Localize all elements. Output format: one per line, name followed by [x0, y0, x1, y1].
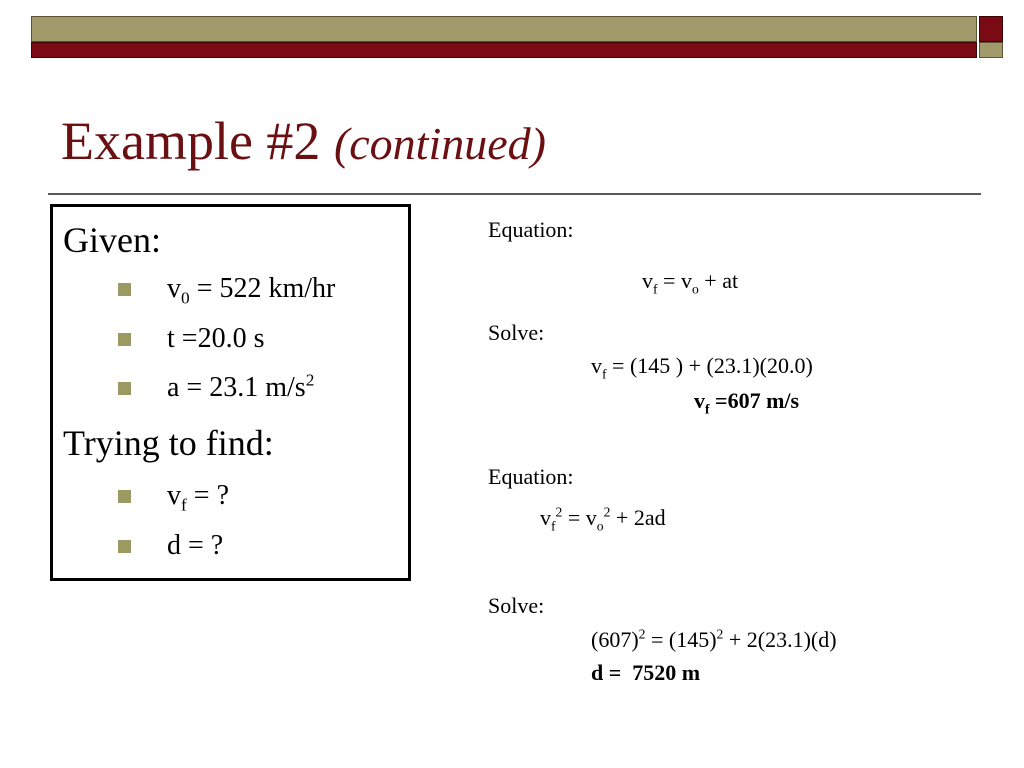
given-item-t [118, 325, 264, 353]
result-d: d = 7520 m [591, 660, 701, 685]
given-heading: Given: [63, 220, 161, 260]
slide-title-main: Example #2 [61, 111, 321, 171]
solve-label-1: Solve: [488, 320, 545, 345]
square-bullet-icon [118, 382, 131, 395]
title-divider [48, 193, 981, 195]
equation-2: $v_f^2 = v_o^2 + 2ad$ [540, 504, 666, 534]
solve-label-2: Solve: [488, 593, 545, 618]
square-bullet-icon [118, 283, 131, 296]
equation-1: $v_f = v_o$ + at [642, 268, 739, 297]
square-bullet-icon [118, 490, 131, 503]
given-item-text: a = 23.1 $m/s^2$ [167, 370, 315, 403]
equation-label-2: Equation: [488, 464, 574, 489]
find-item-d [118, 532, 223, 560]
find-heading: Trying to find: [63, 423, 274, 463]
solve-line-2: $(607)^2 = (145)^2 + 2(23.1)(d)$ [591, 626, 837, 652]
equation-label-1: Equation: [488, 217, 574, 242]
slide-title [61, 112, 546, 171]
header-bar-olive [31, 16, 977, 42]
find-item-text: $v_f$ = ? [167, 480, 229, 515]
solve-line-1: $v_f = (145$ ) + (23.1)(20.0) [591, 353, 813, 382]
find-item-text: d = ? [167, 530, 224, 561]
slide-title-italic: (continued) [333, 118, 546, 169]
square-bullet-icon [118, 540, 131, 553]
square-bullet-icon [118, 333, 131, 346]
header-square-olive [979, 42, 1003, 58]
header-bar-red [31, 42, 977, 58]
given-item-text: t =20.0 s [167, 323, 265, 354]
given-item-a [118, 370, 315, 403]
header-square-red [979, 16, 1003, 42]
find-item-vf [118, 480, 229, 515]
given-item-v0 [118, 273, 336, 308]
given-box [50, 204, 411, 581]
given-item-text: $v_0 = 522$ km/hr [167, 273, 336, 308]
result-vf: $v_f =607$ m/s [694, 388, 800, 417]
